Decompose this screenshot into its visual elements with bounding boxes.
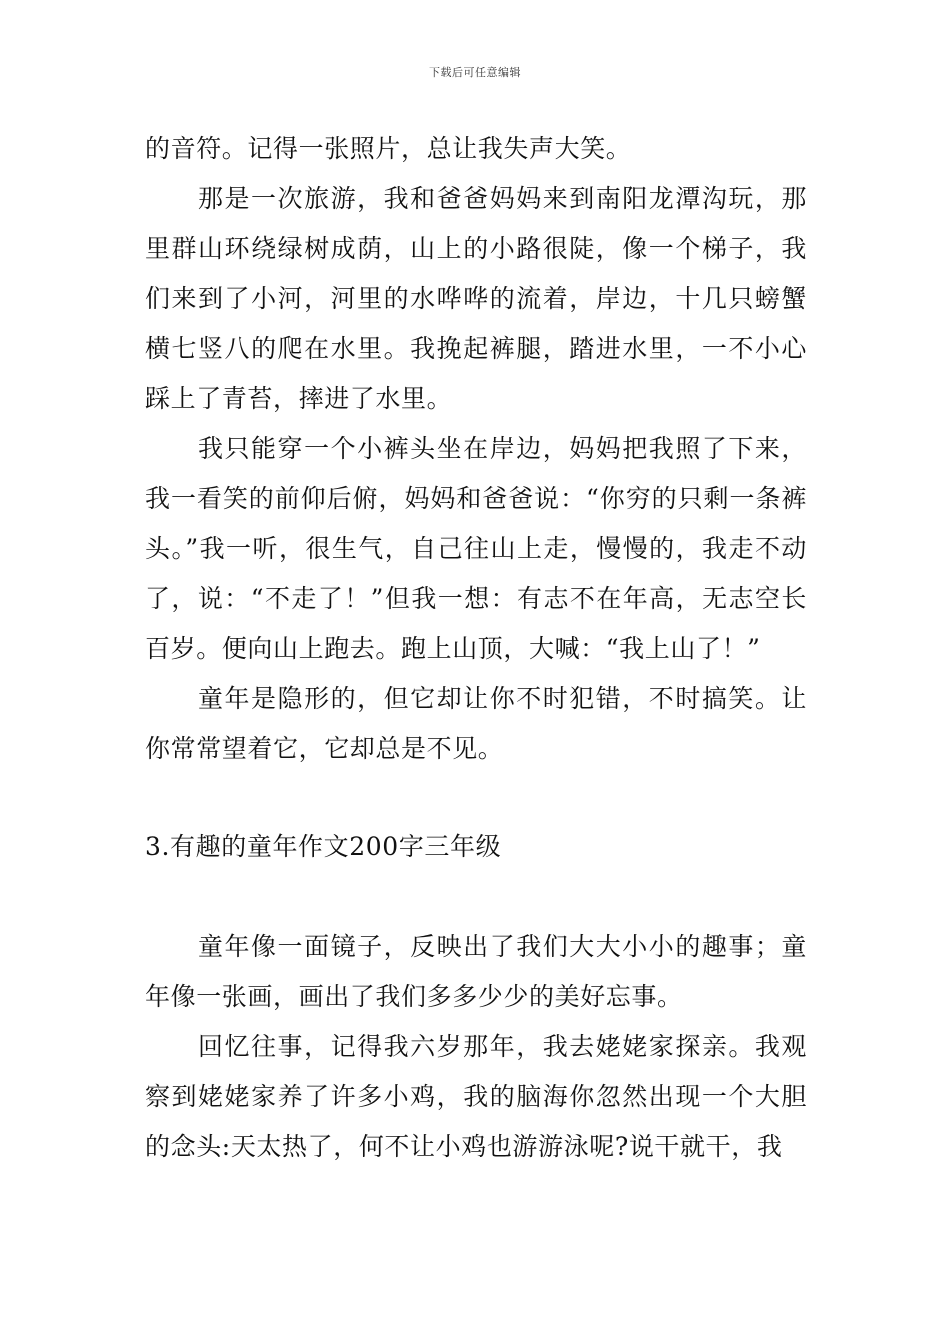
spacer [145, 774, 807, 822]
paragraph-trip: 那是一次旅游，我和爸爸妈妈来到南阳龙潭沟玩，那里群山环绕绿树成荫，山上的小路很陡，像一个梯子，我们来到了小河，河里的水哗哗的流着，岸边，十几只螃蟹横七竖八的爬在水里。我挽起裤腿，踏进水里，一不小心踩上了青苔，摔进了水里。 [145, 184, 807, 413]
section-heading: 3.有趣的童年作文200字三年级 [145, 832, 502, 861]
document-body [145, 124, 807, 1172]
paragraph-photo: 我只能穿一个小裤头坐在岸边，妈妈把我照了下来，我一看笑的前仰后俯，妈妈和爸爸说：“你穷的只剩一条裤头。”我一听，很生气，自己往山上走，慢慢的，我走不动了，说：“不走了！”但我一想：有志不在年高，无志空长百岁。便向山上跑去。跑上山顶，大喊：“我上山了！” [145, 434, 807, 663]
paragraph-childhood: 童年是隐形的，但它却让你不时犯错，不时搞笑。让你常常望着它，它却总是不见。 [145, 684, 807, 763]
paragraph-mirror: 童年像一面镜子，反映出了我们大大小小的趣事；童年像一张画，画出了我们多多少少的美好忘事。 [145, 932, 807, 1011]
page-header: 下载后可任意编辑 [429, 66, 521, 79]
paragraph-memory: 回忆往事，记得我六岁那年，我去姥姥家探亲。我观察到姥姥家养了许多小鸡，我的脑海你忽然出现一个大胆的念头:天太热了，何不让小鸡也游游泳呢?说干就干，我 [145, 1032, 807, 1161]
paragraph-continuation: 的音符。记得一张照片，总让我失声大笑。 [145, 134, 632, 163]
spacer [145, 872, 807, 922]
